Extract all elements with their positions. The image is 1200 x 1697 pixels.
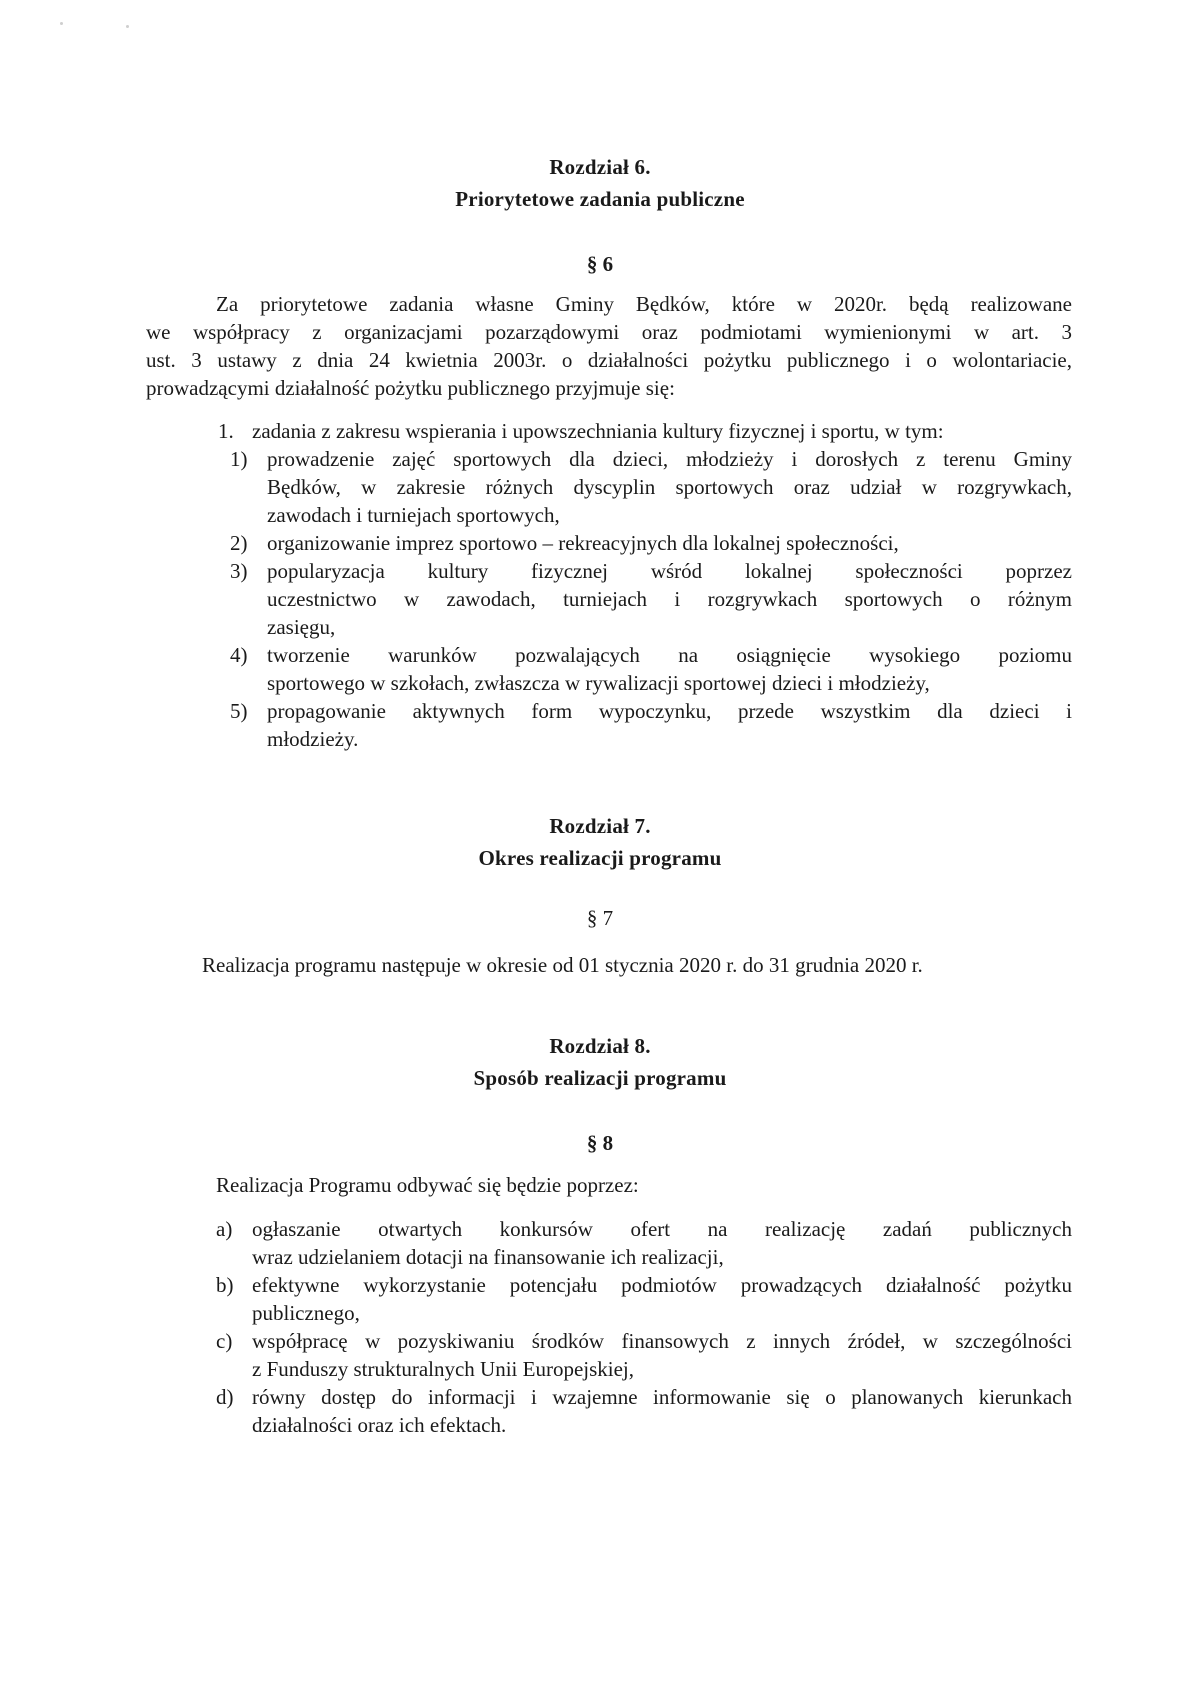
chapter-8-intro: Realizacja Programu odbywać się będzie poprzez: — [216, 1173, 639, 1197]
list-item-text: zadania z zakresu wspierania i upowszechniania kultury fizycznej i sportu, w tym: — [252, 419, 944, 443]
sublist-line: uczestnictwo w zawodach, turniejach i rozgrywkach sportowych o różnym — [267, 587, 1072, 611]
intro-line: prowadzącymi działalność pożytku publicznego przyjmuje się: — [146, 376, 675, 400]
sublist-marker: 4) — [230, 643, 248, 667]
sublist-line: młodzieży. — [267, 727, 359, 751]
sublist-line: tworzenie warunków pozwalających na osiągnięcie wysokiego poziomu — [267, 643, 1072, 667]
sublist-marker: 3) — [230, 559, 248, 583]
section-6-mark: § 6 — [586, 252, 614, 276]
sublist-line: Będków, w zakresie różnych dyscyplin sportowych oraz udział w rozgrywkach, — [267, 475, 1072, 499]
sublist-line: propagowanie aktywnych form wypoczynku, przede wszystkim dla dzieci i — [267, 699, 1072, 723]
sublist-line: organizowanie imprez sportowo – rekreacyjnych dla lokalnej społeczności, — [267, 531, 899, 555]
list-marker: a) — [216, 1217, 233, 1241]
intro-line: Za priorytetowe zadania własne Gminy Będków, które w 2020r. będą realizowane — [216, 292, 1072, 316]
sublist-line: zasięgu, — [267, 615, 336, 639]
chapter-8-title: Rozdział 8. — [549, 1034, 651, 1058]
sublist-line: popularyzacja kultury fizycznej wśród lokalnej społeczności poprzez — [267, 559, 1072, 583]
list-marker: b) — [216, 1273, 234, 1297]
list-line: efektywne wykorzystanie potencjału podmiotów prowadzących działalność pożytku — [252, 1273, 1072, 1297]
chapter-7-text: Realizacja programu następuje w okresie od 01 stycznia 2020 r. do 31 grudnia 2020 r. — [202, 953, 923, 977]
scan-speck — [126, 25, 129, 28]
chapter-6-subtitle: Priorytetowe zadania publiczne — [455, 187, 745, 211]
chapter-8-subtitle: Sposób realizacji programu — [473, 1066, 727, 1090]
list-marker: c) — [216, 1329, 233, 1353]
chapter-6-title: Rozdział 6. — [549, 155, 651, 179]
sublist-line: sportowego w szkołach, zwłaszcza w rywalizacji sportowej dzieci i młodzieży, — [267, 671, 930, 695]
sublist-line: zawodach i turniejach sportowych, — [267, 503, 560, 527]
section-8-mark: § 8 — [586, 1131, 614, 1155]
list-line: równy dostęp do informacji i wzajemne informowanie się o planowanych kierunkach — [252, 1385, 1072, 1409]
sublist-marker: 5) — [230, 699, 248, 723]
sublist-marker: 2) — [230, 531, 248, 555]
list-line: działalności oraz ich efektach. — [252, 1413, 507, 1437]
sublist-marker: 1) — [230, 447, 248, 471]
list-line: z Funduszy strukturalnych Unii Europejskiej, — [252, 1357, 635, 1381]
list-line: publicznego, — [252, 1301, 360, 1325]
intro-line: we współpracy z organizacjami pozarządowymi oraz podmiotami wymienionymi w art. 3 — [146, 320, 1072, 344]
list-marker: 1. — [218, 419, 234, 443]
list-marker: d) — [216, 1385, 234, 1409]
intro-line: ust. 3 ustawy z dnia 24 kwietnia 2003r. o działalności pożytku publicznego i o wolontariacie, — [146, 348, 1072, 372]
chapter-7-subtitle: Okres realizacji programu — [478, 846, 722, 870]
scan-speck — [60, 22, 63, 25]
sublist-line: prowadzenie zajęć sportowych dla dzieci, młodzieży i dorosłych z terenu Gminy — [267, 447, 1072, 471]
list-line: współpracę w pozyskiwaniu środków finansowych z innych źródeł, w szczególności — [252, 1329, 1072, 1353]
section-7-mark: § 7 — [586, 906, 614, 930]
list-line: ogłaszanie otwartych konkursów ofert na realizację zadań publicznych — [252, 1217, 1072, 1241]
list-line: wraz udzielaniem dotacji na finansowanie ich realizacji, — [252, 1245, 724, 1269]
chapter-7-title: Rozdział 7. — [549, 814, 651, 838]
